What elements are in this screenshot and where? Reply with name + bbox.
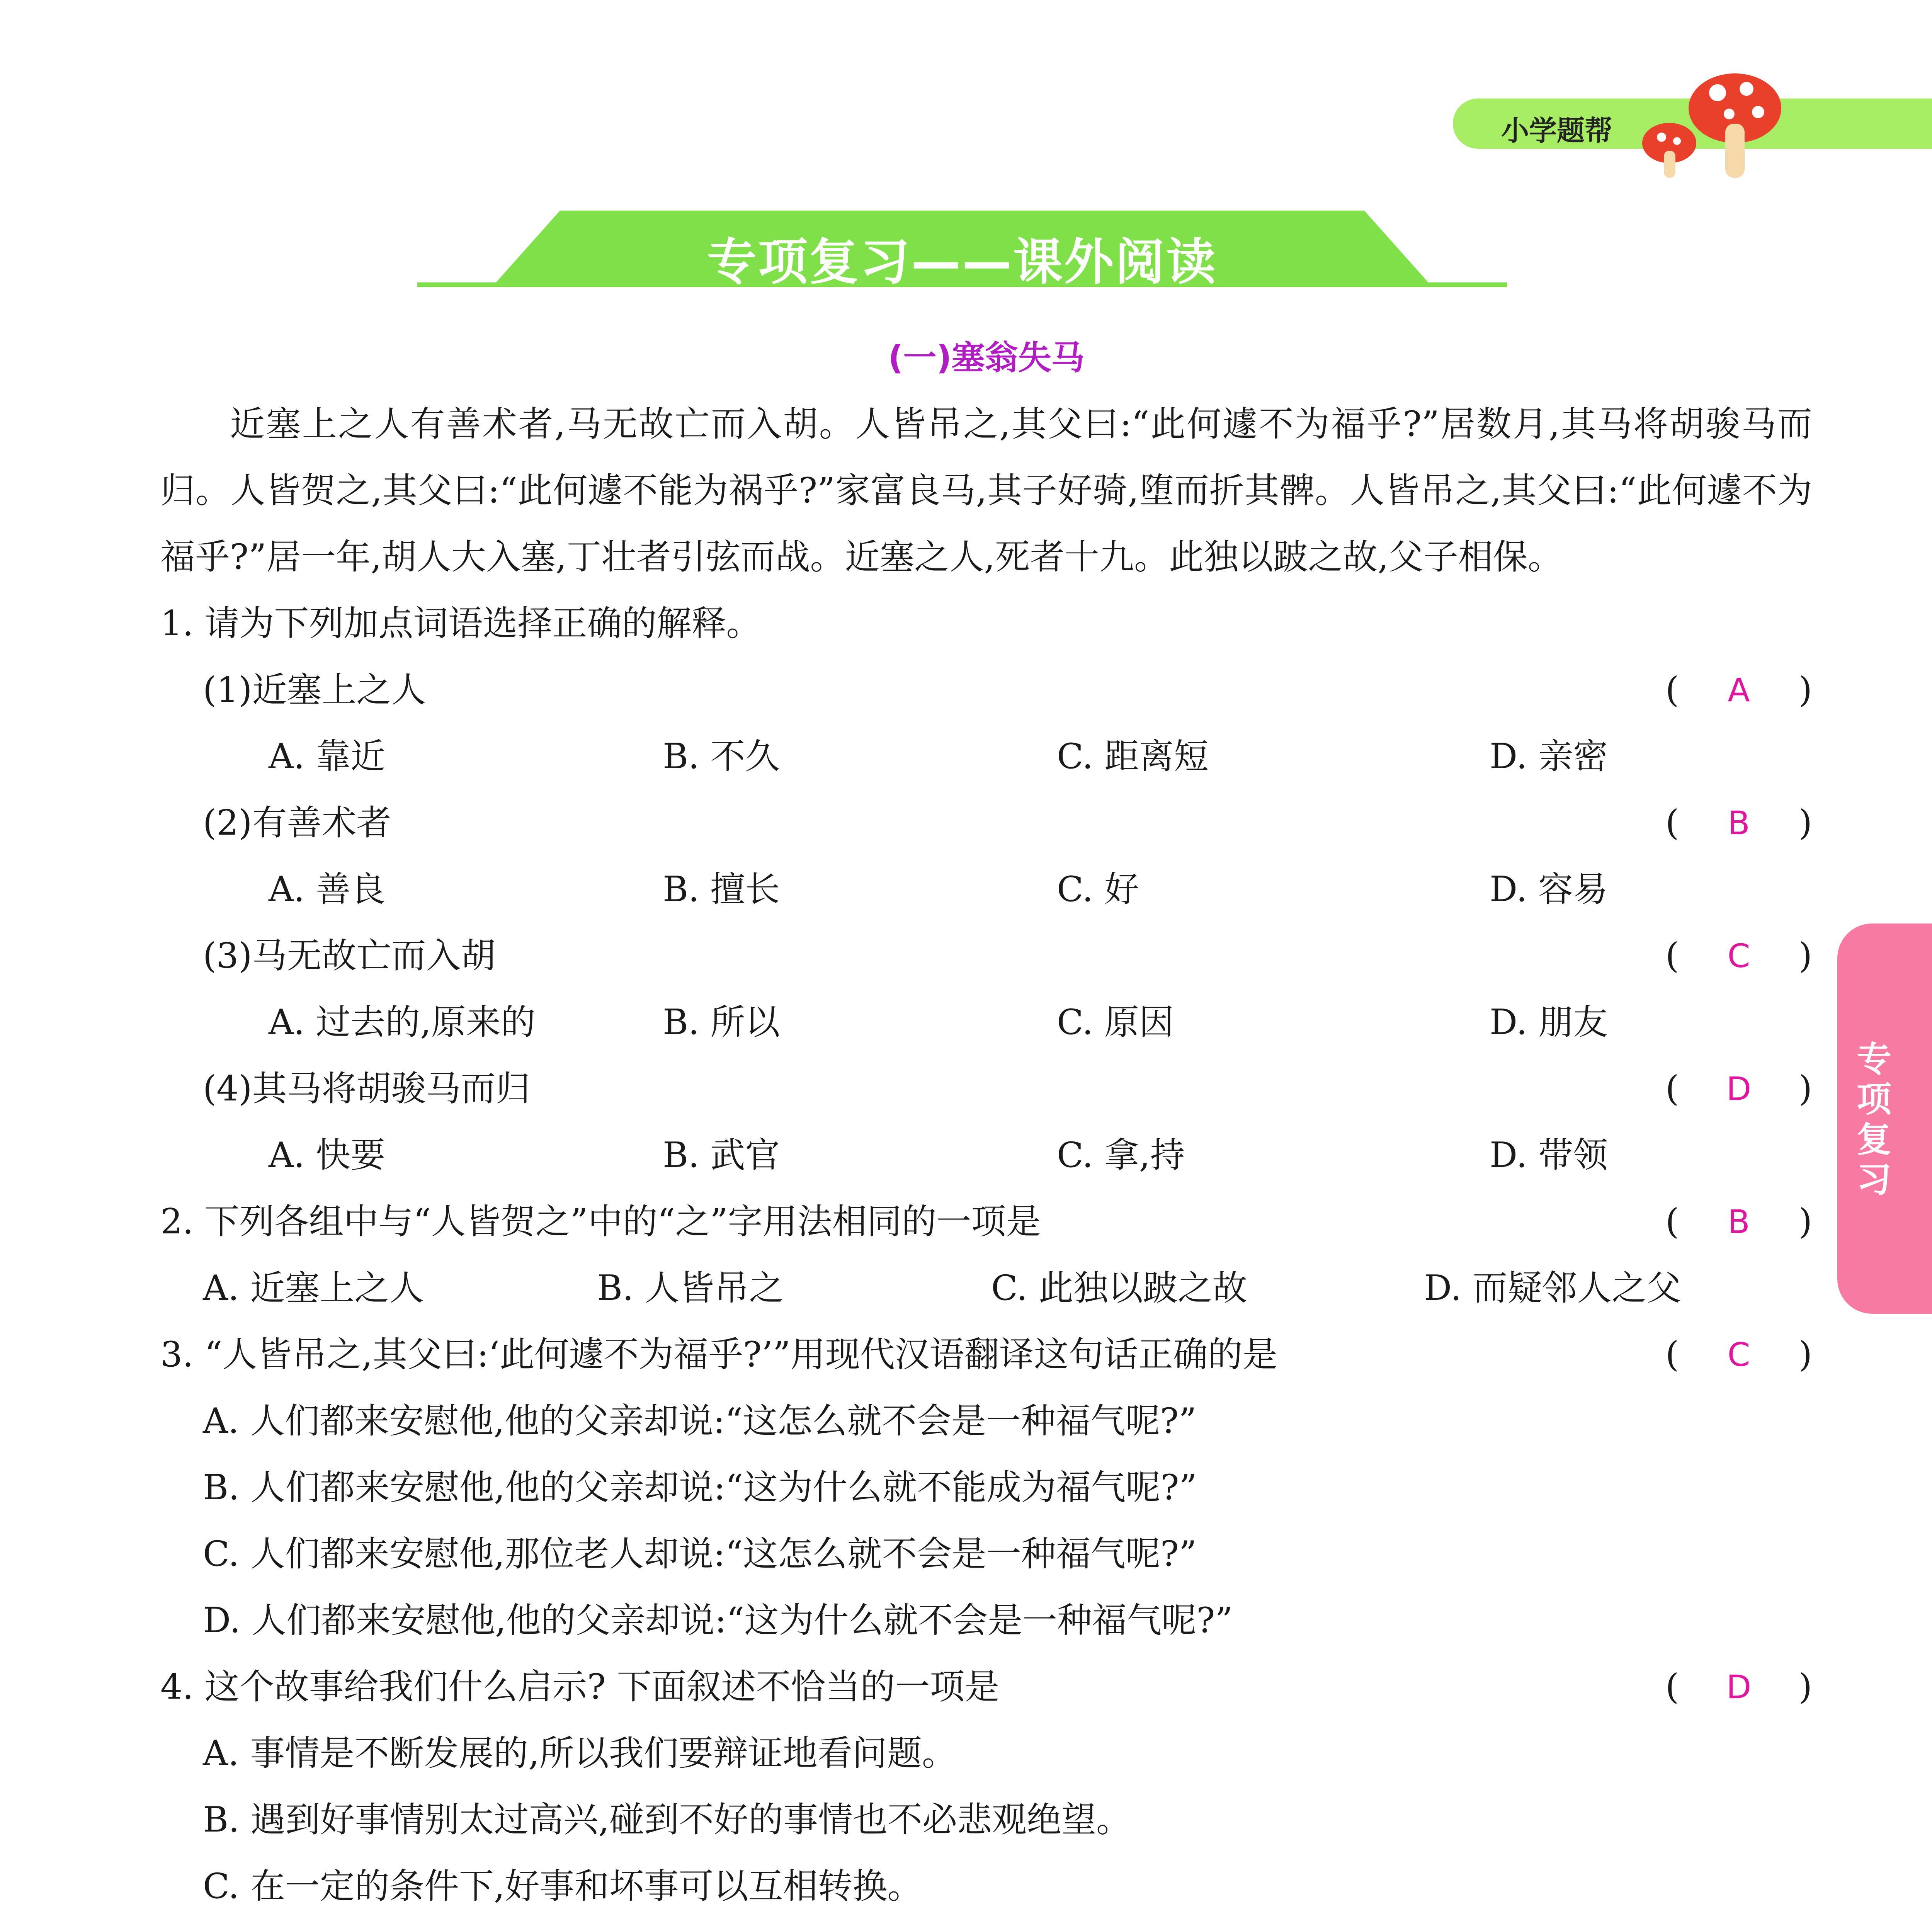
question-stem: (1)近塞上之人 xyxy=(203,670,426,710)
option-row xyxy=(160,1255,1812,1321)
option: C. 原因 xyxy=(1057,1002,1174,1043)
worksheet-content xyxy=(160,325,1812,1932)
question-2 xyxy=(160,1189,1812,1255)
option-row xyxy=(160,989,1812,1056)
page-title: 专项复习——课外阅读 xyxy=(707,233,1217,291)
mushroom-icon xyxy=(1634,66,1781,182)
question-stem: 1. 请为下列加点词语选择正确的解释。 xyxy=(160,603,761,644)
answer-box: ( C ) xyxy=(1665,1321,1812,1388)
passage-text: 近塞上之人有善术者,马无故亡而入胡。人皆吊之,其父曰:“此何遽不为福乎?”居数月,其马将胡骏马而归。人皆贺之,其父曰:“此何遽不能为祸乎?”家富良马,其子好骑,堕而折其髀。人皆吊之,其父曰:“此何遽不为福乎?”居一年,胡人大入塞,丁壮者引弦而战。近塞之人,死者十九。此独以跛之故,父子相保。 xyxy=(160,404,1812,577)
question-1-item xyxy=(160,790,1812,856)
question-1-item xyxy=(160,1056,1812,1122)
answer-letter: D xyxy=(1726,1070,1752,1108)
answer-letter: B xyxy=(1728,804,1750,842)
answer-letter: C xyxy=(1727,1336,1750,1374)
answer-letter: A xyxy=(1728,671,1750,709)
question-stem: (2)有善术者 xyxy=(203,803,391,843)
option xyxy=(160,1920,1812,1932)
option: D. 朋友 xyxy=(1490,1002,1608,1043)
option: C. 拿,持 xyxy=(1057,1135,1185,1175)
answer-box: ( B ) xyxy=(1665,790,1812,856)
option: D. 亲密 xyxy=(1490,736,1608,777)
option: A. 近塞上之人 xyxy=(203,1268,424,1308)
option: C. 人们都来安慰他,那位老人却说:“这怎么就不会是一种福气呢?” xyxy=(203,1534,1197,1574)
option: C. 在一定的条件下,好事和坏事可以互相转换。 xyxy=(203,1866,922,1906)
question-1 xyxy=(160,590,1812,657)
option: A. 靠近 xyxy=(269,736,386,777)
option: B. 人们都来安慰他,他的父亲却说:“这为什么就不能成为福气呢?” xyxy=(203,1467,1197,1508)
option: D. 带领 xyxy=(1490,1135,1608,1175)
question-stem: (4)其马将胡骏马而归 xyxy=(203,1068,531,1109)
answer-letter: B xyxy=(1728,1203,1750,1241)
option: D. 而疑邻人之父 xyxy=(1424,1268,1682,1308)
answer-letter: C xyxy=(1727,937,1750,975)
option: B. 所以 xyxy=(663,1002,780,1043)
brand-label: 小学题帮 xyxy=(1501,114,1613,147)
page-title-banner xyxy=(417,211,1507,291)
answer-letter: D xyxy=(1726,1668,1752,1706)
question-stem: (3)马无故亡而入胡 xyxy=(203,935,496,976)
question-1-item xyxy=(160,923,1812,989)
option: B. 人皆吊之 xyxy=(597,1268,784,1308)
answer-box: ( A ) xyxy=(1665,657,1812,723)
option: A. 事情是不断发展的,所以我们要辩证地看问题。 xyxy=(203,1733,957,1774)
question-stem: 4. 这个故事给我们什么启示? 下面叙述不恰当的一项是 xyxy=(160,1667,1000,1707)
option: D. 容易 xyxy=(1490,869,1608,910)
option: B. 不久 xyxy=(663,736,780,777)
answer-box: ( B ) xyxy=(1665,1189,1812,1255)
option: A. 人们都来安慰他,他的父亲却说:“这怎么就不会是一种福气呢?” xyxy=(203,1401,1197,1441)
option: C. 此独以跛之故 xyxy=(991,1268,1247,1308)
option: B. 武官 xyxy=(663,1135,780,1175)
option: C. 好 xyxy=(1057,869,1139,910)
option: D. 人们都来安慰他,他的父亲却说:“这为什么就不会是一种福气呢?” xyxy=(203,1600,1233,1641)
answer-box: ( D ) xyxy=(1665,1056,1812,1122)
question-stem: 3. “人皆吊之,其父曰:‘此何遽不为福乎?’”用现代汉语翻译这句话正确的是 xyxy=(160,1334,1277,1375)
option: A. 快要 xyxy=(269,1135,386,1175)
question-3 xyxy=(160,1321,1812,1388)
option-row xyxy=(160,723,1812,790)
question-stem: 2. 下列各组中与“人皆贺之”中的“之”字用法相同的一项是 xyxy=(160,1201,1041,1242)
side-tab-label: 专 项 复 习 xyxy=(1857,1039,1891,1200)
option: B. 擅长 xyxy=(663,869,780,910)
question-1-item xyxy=(160,657,1812,723)
option: C. 距离短 xyxy=(1057,736,1209,777)
section-heading: (一)塞翁失马 xyxy=(888,338,1085,377)
option: A. 善良 xyxy=(269,869,386,910)
option-row xyxy=(160,1122,1812,1189)
answer-box: ( C ) xyxy=(1665,923,1812,989)
answer-box: ( D ) xyxy=(1665,1654,1812,1720)
question-4 xyxy=(160,1654,1812,1720)
option-row xyxy=(160,856,1812,923)
option: B. 遇到好事情别太过高兴,碰到不好的事情也不必悲观绝望。 xyxy=(203,1799,1131,1840)
option: A. 过去的,原来的 xyxy=(269,1002,536,1043)
